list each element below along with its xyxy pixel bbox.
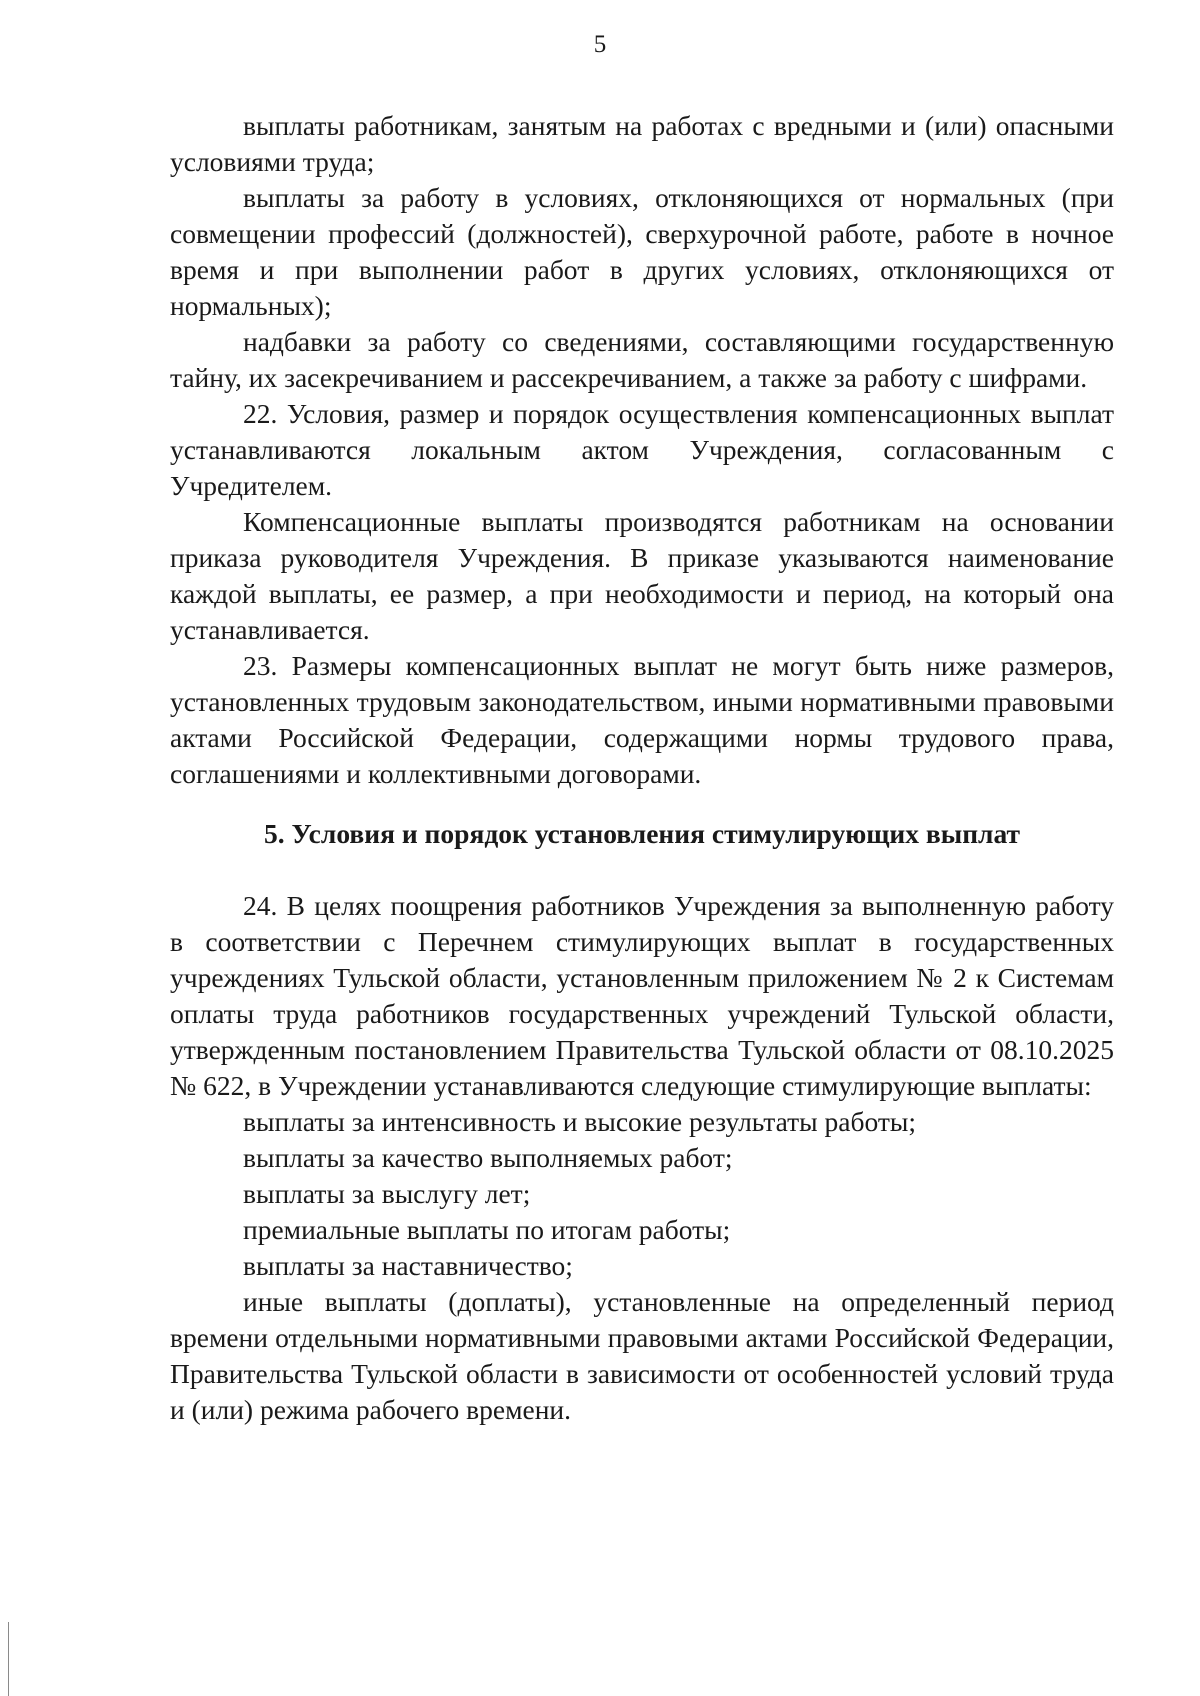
- scan-edge-line: [8, 1622, 9, 1696]
- paragraph: 23. Размеры компенсационных выплат не могут быть ниже размеров, установленных трудовым законодательством, иными нормативными правовыми актами Российской Федерации, содержащими нормы трудового права, соглашениями и коллективными договорами.: [170, 650, 1114, 789]
- section-heading: 5. Условия и порядок установления стимулирующих выплат: [263, 818, 1021, 849]
- document-body: [170, 108, 1114, 1428]
- list-item: выплаты за наставничество;: [243, 1250, 573, 1281]
- paragraph: выплаты работникам, занятым на работах с вредными и (или) опасными условиями труда;: [170, 110, 1114, 177]
- paragraph: выплаты за работу в условиях, отклоняющихся от нормальных (при совмещении профессий (должностей), сверхурочной работе, работе в ночное время и при выполнении работ в других условиях, отклоняющихся от нормальных);: [170, 182, 1114, 321]
- paragraph: 24. В целях поощрения работников Учреждения за выполненную работу в соответствии с Перечнем стимулирующих выплат в государственных учреждениях Тульской области, установленным приложением № 2 к Системам оплаты труда работников государственных учреждений Тульской области, утвержденным постановлением Правительства Тульской области от 08.10.2025 № 622, в Учреждении устанавливаются следующие стимулирующие выплаты:: [170, 890, 1114, 1101]
- list-item: выплаты за интенсивность и высокие результаты работы;: [243, 1106, 916, 1137]
- spacer: [170, 852, 1114, 888]
- paragraph: надбавки за работу со сведениями, составляющими государственную тайну, их засекречиванием и рассекречиванием, а также за работу с шифрами.: [170, 326, 1114, 393]
- list-item: премиальные выплаты по итогам работы;: [243, 1214, 731, 1245]
- paragraph: Компенсационные выплаты производятся работникам на основании приказа руководителя Учреждения. В приказе указываются наименование каждой выплаты, ее размер, а при необходимости и период, на который она устанавливается.: [170, 506, 1114, 645]
- page-number: 5: [593, 31, 607, 58]
- paragraph: иные выплаты (доплаты), установленные на определенный период времени отдельными нормативными правовыми актами Российской Федерации, Правительства Тульской области в зависимости от особенностей условий труда и (или) режима рабочего времени.: [170, 1286, 1114, 1425]
- paragraph: 22. Условия, размер и порядок осуществления компенсационных выплат устанавливаются локальным актом Учреждения, согласованным с Учредителем.: [170, 398, 1114, 501]
- list-item: выплаты за выслугу лет;: [243, 1178, 531, 1209]
- spacer: [170, 792, 1114, 816]
- list-item: выплаты за качество выполняемых работ;: [243, 1142, 733, 1173]
